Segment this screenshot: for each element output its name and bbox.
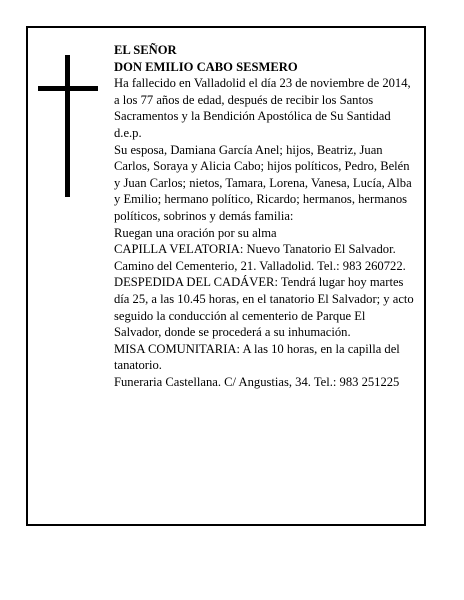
obituary-notice [26,26,426,526]
deceased-name: DON EMILIO CABO SESMERO [114,59,298,74]
prayer-request: Ruegan una oración por su alma [114,225,277,240]
cross-horizontal-bar [38,86,98,91]
cross-vertical-bar [65,55,70,197]
farewell-info: DESPEDIDA DEL CADÁVER: Tendrá lugar hoy martes día 25, a las 10.45 horas, en el tanatorio El Salvador; y acto seguido la conducción al cementerio de Parque El Salvador, donde se procederá a su inhumación. [114,275,414,340]
cross-icon [38,55,100,197]
family-list: Su esposa, Damiana García Anel; hijos, Beatriz, Juan Carlos, Soraya y Alicia Cabo; hijos políticos, Pedro, Belén y Juan Carlos; nietos, Tamara, Lorena, Vanesa, Lucía, Alba y Emilio; hermano político, Ricardo; hermanos, hermanos políticos, sobrinos y demás familia: [114,142,412,223]
chapel-info: CAPILLA VELATORIA: Nuevo Tanatorio El Salvador. Camino del Cementerio, 21. Valladolid. Tel.: 983 260722. [114,242,406,273]
rest-in-peace: d.e.p. [114,125,142,140]
death-statement: Ha fallecido en Valladolid el día 23 de noviembre de 2014, a los 77 años de edad, después de recibir los Santos Sacramentos y la Bendición Apostólica de Su Santidad [114,76,411,124]
funeral-home-info: Funeraria Castellana. C/ Angustias, 34. Tel.: 983 251225 [114,374,400,389]
mass-info: MISA COMUNITARIA: A las 10 horas, en la capilla del tanatorio. [114,341,400,373]
notice-title: EL SEÑOR [114,43,177,57]
obituary-text [114,42,414,390]
